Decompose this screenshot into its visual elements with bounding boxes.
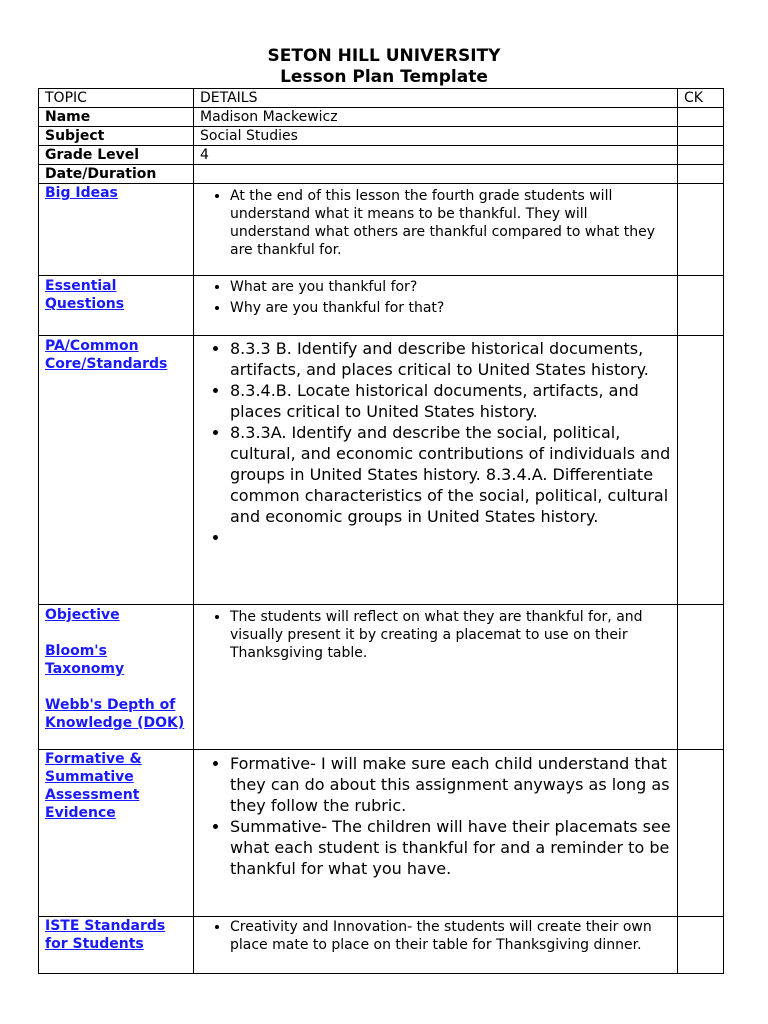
assessment-item: • Summative- The children will have their placemats see what each student is thankful for and a reminder to be thankful for what you have.: [230, 816, 671, 879]
ck-column-header: CK: [678, 89, 724, 108]
name-value: Madison Mackewicz: [194, 108, 678, 127]
essential-question-item: • Why are you thankful for that?: [230, 299, 671, 317]
big-ideas-link[interactable]: Big Ideas: [39, 184, 194, 276]
objective-row: [39, 605, 724, 750]
assessment-link[interactable]: Formative & Summative Assessment Evidence: [39, 750, 194, 917]
grade-label: Grade Level: [39, 146, 194, 165]
name-ck: [678, 108, 724, 127]
university-title: SETON HILL UNIVERSITY: [267, 46, 501, 66]
subject-row: [39, 127, 724, 146]
subject-label: Subject: [39, 127, 194, 146]
date-ck: [678, 165, 724, 184]
template-title: Lesson Plan Template: [280, 67, 488, 87]
iste-details: [194, 917, 678, 974]
essential-questions-ck: [678, 276, 724, 336]
iste-row: [39, 917, 724, 974]
objective-details: [194, 605, 678, 750]
subject-value: Social Studies: [194, 127, 678, 146]
grade-ck: [678, 146, 724, 165]
standard-item: • 8.3.3 B. Identify and describe historical documents, artifacts, and places critical to United States history.: [230, 338, 671, 380]
date-value: [194, 165, 678, 184]
standards-row: [39, 336, 724, 605]
topic-column-header: TOPIC: [39, 89, 194, 108]
assessment-row: [39, 750, 724, 917]
iste-ck: [678, 917, 724, 974]
subject-ck: [678, 127, 724, 146]
objective-link[interactable]: Objective: [45, 607, 120, 623]
iste-standards-link[interactable]: ISTE Standards for Students: [39, 917, 194, 974]
essential-questions-link[interactable]: Essential Questions: [39, 276, 194, 336]
standards-details: [194, 336, 678, 605]
grade-row: [39, 146, 724, 165]
lesson-plan-table: [38, 88, 724, 974]
iste-item: • Creativity and Innovation- the students will create their own place mate to place on their table for Thanksgiving dinner.: [230, 918, 671, 954]
standards-ck: [678, 336, 724, 605]
big-ideas-item: • At the end of this lesson the fourth grade students will understand what it means to be thankful. They will understand what others are thankful compared to what they are thankful for.: [230, 187, 671, 259]
date-label: Date/Duration: [39, 165, 194, 184]
big-ideas-details: [194, 184, 678, 276]
standards-link[interactable]: PA/Common Core/Standards: [39, 336, 194, 605]
date-row: [39, 165, 724, 184]
details-column-header: DETAILS: [194, 89, 678, 108]
grade-value: 4: [194, 146, 678, 165]
essential-questions-details: [194, 276, 678, 336]
blooms-taxonomy-link[interactable]: Bloom's Taxonomy: [45, 643, 125, 677]
standard-item: [230, 527, 671, 548]
essential-questions-row: [39, 276, 724, 336]
name-label: Name: [39, 108, 194, 127]
assessment-details: [194, 750, 678, 917]
objective-labels: [39, 605, 194, 750]
webbs-dok-link[interactable]: Webb's Depth of Knowledge (DOK): [45, 697, 185, 731]
big-ideas-row: [39, 184, 724, 276]
objective-item: • The students will reflect on what they are thankful for, and visually present it by creating a placemat to use on their Thanksgiving table.: [230, 608, 671, 662]
document-header: [0, 46, 768, 88]
standard-item: • 8.3.4.B. Locate historical documents, artifacts, and places critical to United States history.: [230, 380, 671, 422]
assessment-ck: [678, 750, 724, 917]
essential-question-item: • What are you thankful for?: [230, 278, 671, 296]
standard-item: • 8.3.3A. Identify and describe the social, political, cultural, and economic contributions of individuals and groups in United States history. 8.3.4.A. Differentiate common characteristics of the social, political, cultural and economic groups in United States history.: [230, 422, 671, 527]
name-row: [39, 108, 724, 127]
assessment-item: • Formative- I will make sure each child understand that they can do about this assignment anyways as long as they follow the rubric.: [230, 753, 671, 816]
big-ideas-ck: [678, 184, 724, 276]
table-header-row: [39, 89, 724, 108]
objective-ck: [678, 605, 724, 750]
